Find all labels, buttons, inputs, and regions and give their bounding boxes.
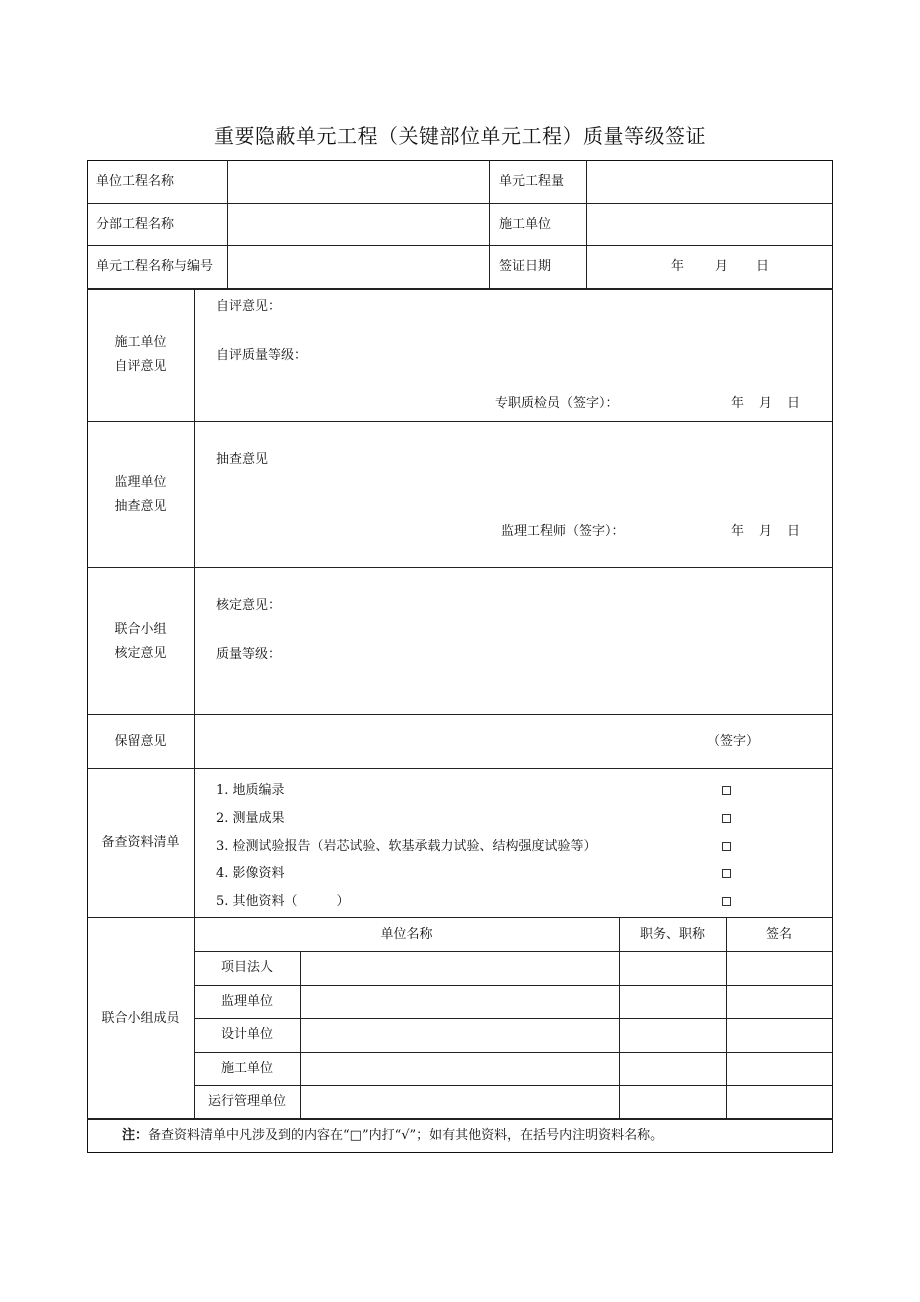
label-unit-quantity: 单元工程量	[499, 174, 565, 189]
member-unit-field[interactable]	[301, 952, 618, 984]
member-role: 设计单位	[220, 1027, 273, 1042]
section-divider	[87, 1118, 833, 1120]
unit-quantity-field[interactable]	[587, 161, 831, 202]
checklist-item: 4. 影像资料	[216, 866, 285, 881]
contractor-date-year: 年	[731, 396, 745, 411]
checklist-label: 备查资料清单	[101, 835, 180, 850]
unit-name-and-number-field[interactable]	[228, 246, 488, 287]
supervisor-date-day: 日	[787, 524, 801, 539]
label-unit-name-and-number: 单元工程名称与编号	[96, 259, 214, 274]
checklist-item: 5. 其他资料（ ）	[216, 894, 350, 909]
unit-project-name-field[interactable]	[228, 161, 488, 202]
supervisor-label-line2: 抽查意见	[114, 499, 167, 514]
checklist-item: 3. 检测试验报告（岩芯试验、软基承载力试验、结构强度试验等）	[216, 839, 597, 854]
footnote-text: 备查资料清单中凡涉及到的内容在“□”内打“√”；如有其他资料，在括号内注明资料名称。	[148, 1128, 664, 1143]
verification-opinion-label: 核定意见：	[216, 598, 282, 613]
section-divider	[87, 768, 833, 769]
contractor-label-line2: 自评意见	[114, 359, 167, 374]
footnote	[122, 1128, 663, 1144]
date-day-label: 日	[756, 259, 770, 274]
contractor-label-line1: 施工单位	[114, 335, 167, 350]
checklist-checkbox[interactable]	[722, 897, 731, 906]
member-signature-field[interactable]	[727, 1053, 832, 1084]
column-header-position-title: 职务、职称	[639, 927, 705, 942]
checklist-item: 1. 地质编录	[216, 783, 285, 798]
member-unit-field[interactable]	[301, 1086, 618, 1117]
member-title-field[interactable]	[620, 1019, 725, 1051]
checklist-item: 2. 测量成果	[216, 811, 285, 826]
checklist-checkbox[interactable]	[722, 842, 731, 851]
contractor-date-day: 日	[787, 396, 801, 411]
members-label: 联合小组成员	[101, 1011, 180, 1026]
checklist-checkbox[interactable]	[722, 814, 731, 823]
checklist-checkbox[interactable]	[722, 869, 731, 878]
spot-check-opinion-label: 抽查意见	[216, 452, 269, 467]
member-title-field[interactable]	[620, 952, 725, 984]
member-title-field[interactable]	[620, 986, 725, 1017]
construction-unit-field[interactable]	[587, 204, 831, 244]
member-role: 运行管理单位	[207, 1094, 286, 1109]
reserved-signature-label: （签字）	[707, 734, 760, 749]
member-signature-field[interactable]	[727, 952, 832, 984]
self-assessment-opinion-label: 自评意见：	[216, 299, 282, 314]
section-divider	[87, 917, 833, 918]
label-division-project-name: 分部工程名称	[96, 217, 175, 232]
member-unit-field[interactable]	[301, 1053, 618, 1084]
supervisor-label-line1: 监理单位	[114, 475, 167, 490]
member-title-field[interactable]	[620, 1086, 725, 1117]
sign-date-field[interactable]	[587, 246, 831, 287]
col-divider	[489, 160, 490, 288]
member-title-field[interactable]	[620, 1053, 725, 1084]
label-unit-project-name: 单位工程名称	[96, 174, 175, 189]
self-assessment-grade-label: 自评质量等级：	[216, 348, 308, 363]
supervisor-opinion-area[interactable]	[195, 422, 832, 566]
page-title: 重要隐蔽单元工程（关键部位单元工程）质量等级签证	[214, 124, 706, 148]
member-unit-field[interactable]	[301, 986, 618, 1017]
label-construction-unit: 施工单位	[499, 217, 552, 232]
supervisor-date-year: 年	[731, 524, 745, 539]
reserved-opinion-label: 保留意见	[114, 734, 167, 749]
quality-inspector-signature-label: 专职质检员（签字）：	[495, 396, 619, 411]
member-unit-field[interactable]	[301, 1019, 618, 1051]
member-role: 项目法人	[220, 960, 273, 975]
member-signature-field[interactable]	[727, 1019, 832, 1051]
column-header-unit-name: 单位名称	[380, 927, 433, 942]
supervision-engineer-signature-label: 监理工程师（签字）：	[501, 524, 625, 539]
date-month-label: 月	[715, 259, 729, 274]
joint-group-label-line1: 联合小组	[114, 622, 167, 637]
member-role: 监理单位	[220, 994, 273, 1009]
member-signature-field[interactable]	[727, 1086, 832, 1117]
joint-group-opinion-area[interactable]	[195, 568, 832, 713]
checklist-checkbox[interactable]	[722, 786, 731, 795]
contractor-date-month: 月	[759, 396, 773, 411]
division-project-name-field[interactable]	[228, 204, 488, 244]
joint-group-label-line2: 核定意见	[114, 646, 167, 661]
supervisor-date-month: 月	[759, 524, 773, 539]
date-year-label: 年	[671, 259, 685, 274]
member-role: 施工单位	[220, 1061, 273, 1076]
member-signature-field[interactable]	[727, 986, 832, 1017]
column-header-signature: 签名	[765, 927, 792, 942]
footnote-prefix: 注：	[122, 1128, 149, 1143]
label-sign-date: 签证日期	[499, 259, 552, 274]
quality-grade-label: 质量等级：	[216, 647, 282, 662]
